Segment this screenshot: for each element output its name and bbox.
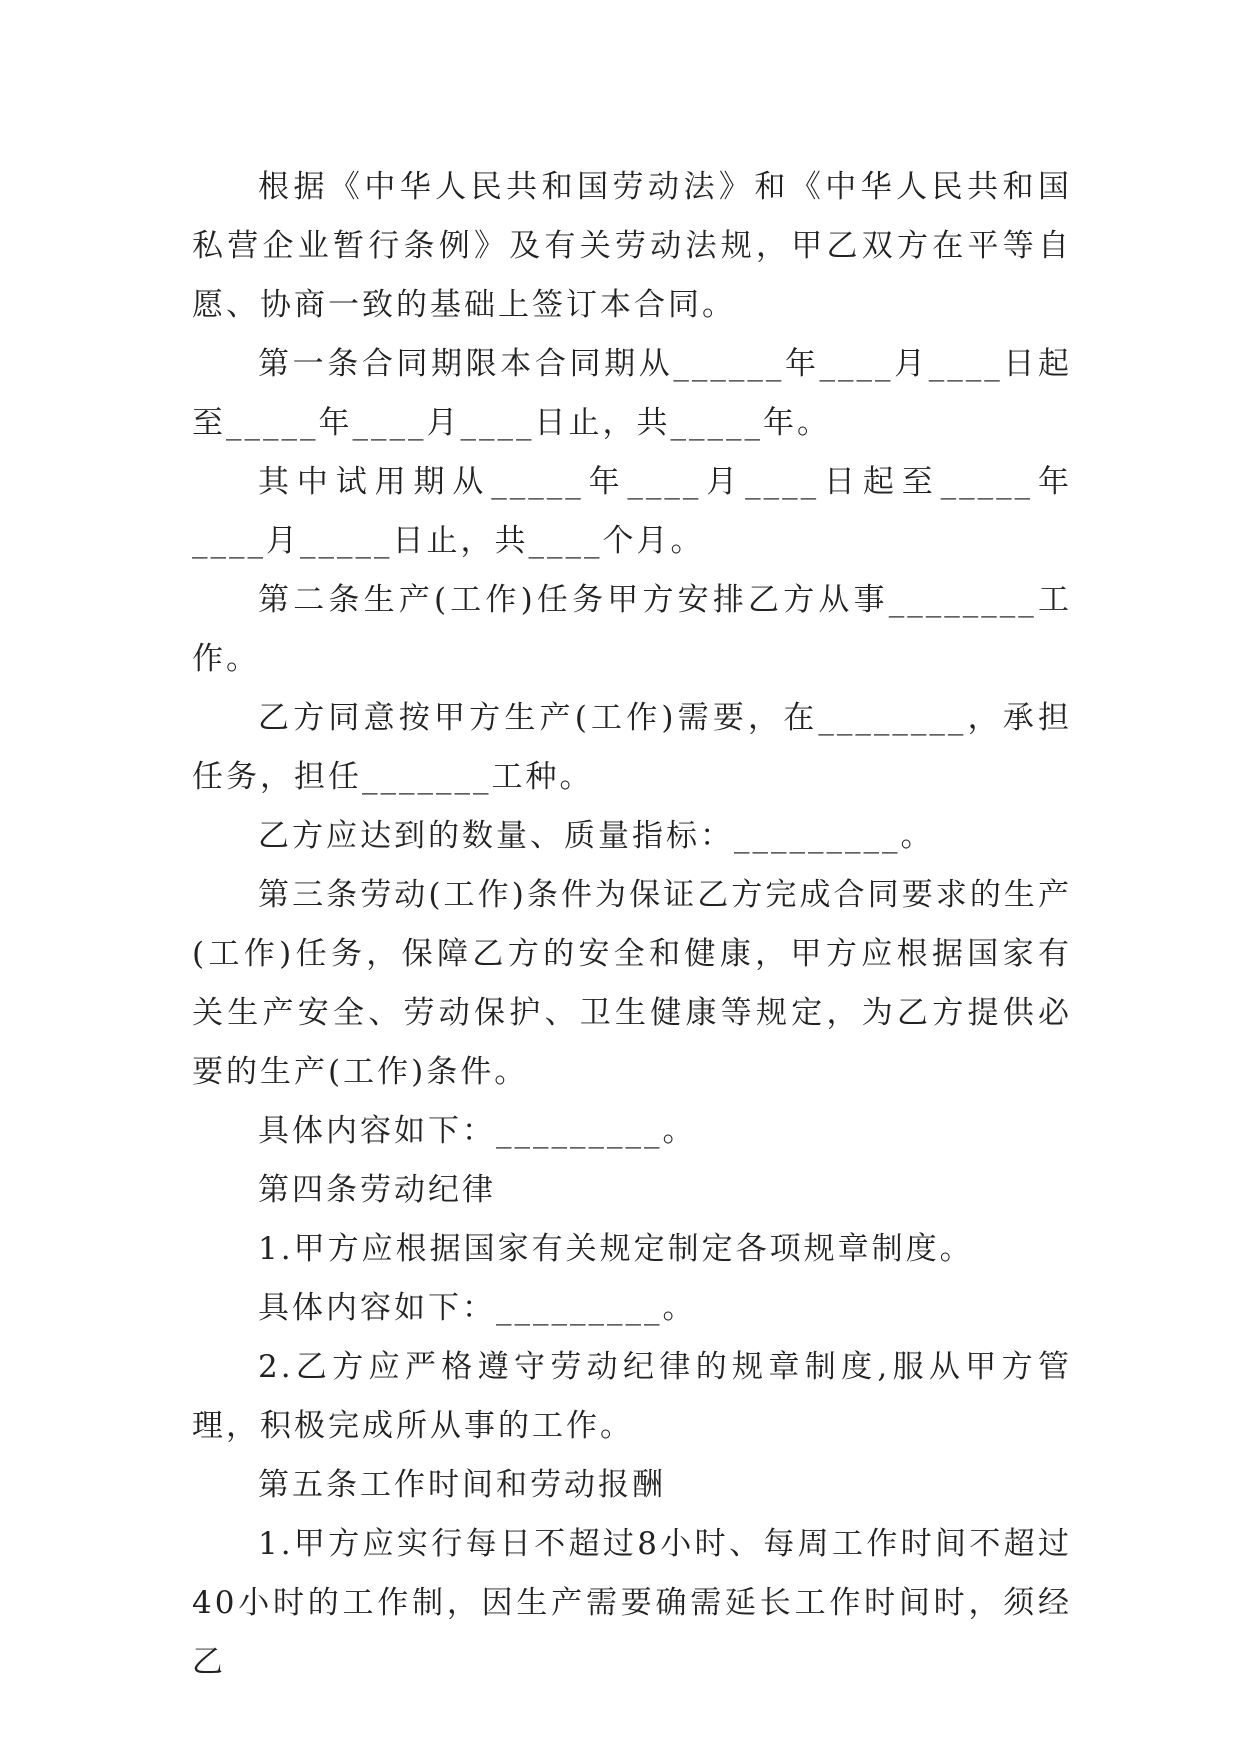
paragraph-working-hours-item-1: 1.甲方应实行每日不超过8小时、每周工作时间不超过40小时的工作制，因生产需要确需延长工作时间时，须经乙 [192, 1526, 1072, 1680]
paragraph-article-3-conditions: 第三条劳动(工作)条件为保证乙方完成合同要求的生产(工作)任务，保障乙方的安全和健康，甲方应根据国家有关生产安全、劳动保护、卫生健康等规定，为乙方提供必要的生产(工作)条件。 [192, 877, 1072, 1090]
paragraph-article-2-task: 第二条生产(工作)任务甲方安排乙方从事________工作。 [192, 582, 1072, 677]
paragraph-preamble: 根据《中华人民共和国劳动法》和《中华人民共和国私营企业暂行条例》及有关劳动法规，甲乙双方在平等自愿、协商一致的基础上签订本合同。 [192, 169, 1072, 323]
paragraph-quality-targets: 乙方应达到的数量、质量指标：_________。 [258, 818, 935, 854]
paragraph-article-4-heading: 第四条劳动纪律 [258, 1172, 496, 1208]
paragraph-discipline-item-1: 1.甲方应根据国家有关规定制定各项规章制度。 [258, 1231, 974, 1267]
paragraph-job-assignment: 乙方同意按甲方生产(工作)需要，在________，承担任务，担任_______工种。 [192, 700, 1072, 795]
paragraph-probation-period: 其中试用期从_____年____月____日起至_____年____月_____日止，共____个月。 [192, 464, 1072, 559]
paragraph-discipline-details: 具体内容如下：_________。 [258, 1290, 697, 1326]
paragraph-article-1-term: 第一条合同期限本合同期从______年____月____日起至_____年____月____日止，共_____年。 [192, 346, 1072, 441]
paragraph-article-5-heading: 第五条工作时间和劳动报酬 [258, 1467, 666, 1503]
paragraph-discipline-item-2: 2.乙方应严格遵守劳动纪律的规章制度,服从甲方管理，积极完成所从事的工作。 [192, 1349, 1072, 1444]
document-body [192, 158, 1072, 1692]
paragraph-conditions-details: 具体内容如下：_________。 [258, 1113, 697, 1149]
